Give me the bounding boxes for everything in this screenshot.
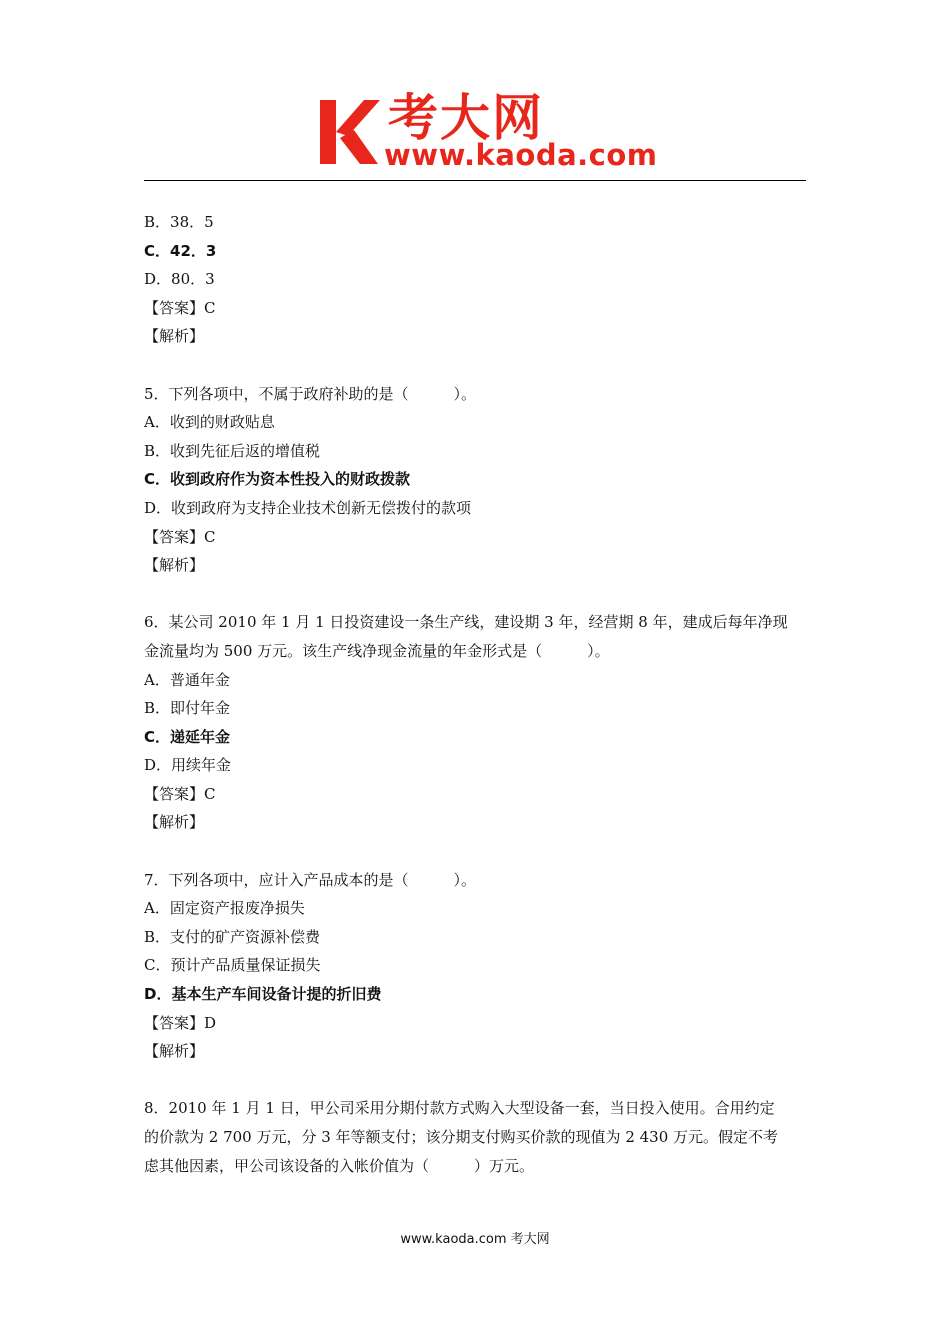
text-line: 【答案】D	[144, 1013, 217, 1032]
text-line: 【解析】	[144, 327, 205, 346]
correct-option-line: D．基本生产车间设备计提的折旧费	[144, 985, 382, 1004]
text-line: 8．2010 年 1 月 1 日，甲公司采用分期付款方式购入大型设备一套，当日投入使用。合用约定	[144, 1099, 775, 1118]
text-line: 【解析】	[144, 556, 205, 575]
text-line: 金流量均为 500 万元。该生产线净现金流量的年金形式是（ ）。	[144, 641, 610, 660]
page-footer: www.kaoda.com 考大网	[400, 1232, 550, 1247]
question-content	[144, 208, 809, 1180]
text-line: B．即付年金	[144, 699, 231, 718]
text-line: 【答案】C	[144, 527, 216, 546]
text-line: A．收到的财政贴息	[144, 413, 275, 432]
text-line: 6．某公司 2010 年 1 月 1 日投资建设一条生产线，建设期 3 年，经营期 8 年，建成后每年净现	[144, 613, 788, 632]
blank-line	[144, 580, 809, 609]
text-line: C．预计产品质量保证损失	[144, 956, 321, 975]
correct-option-line: C．收到政府作为资本性投入的财政拨款	[144, 470, 411, 489]
text-line: B．收到先征后返的增值税	[144, 441, 321, 460]
correct-option-line: C．42．3	[144, 241, 217, 260]
blank-line	[144, 837, 809, 866]
text-line: 虑其他因素，甲公司该设备的入帐价值为（ ）万元。	[144, 1156, 535, 1175]
text-line: 5．下列各项中，不属于政府补助的是（ ）。	[144, 384, 477, 403]
k-logo-icon	[318, 98, 380, 166]
text-line: 【解析】	[144, 1042, 205, 1061]
text-line: 【答案】C	[144, 298, 216, 317]
text-line: D．用续年金	[144, 756, 232, 775]
blank-line	[144, 351, 809, 380]
blank-line	[144, 1066, 809, 1095]
text-line: D．80．3	[144, 270, 215, 289]
logo-chinese-text: 考大网	[388, 89, 544, 147]
text-line: A．固定资产报废净损失	[144, 899, 305, 918]
logo-url-text: www.kaoda.com	[384, 138, 658, 172]
text-line: B．支付的矿产资源补偿费	[144, 927, 321, 946]
text-line: D．收到政府为支持企业技术创新无偿拨付的款项	[144, 498, 472, 517]
text-line: 7．下列各项中，应计入产品成本的是（ ）。	[144, 870, 477, 889]
text-line: 【答案】C	[144, 784, 216, 803]
correct-option-line: C．递延年金	[144, 727, 231, 746]
text-line: 的价款为 2 700 万元，分 3 年等额支付；该分期支付购买价款的现值为 2 430 万元。假定不考	[144, 1128, 779, 1146]
kaoda-logo[interactable]	[318, 89, 658, 174]
header-divider	[144, 180, 806, 181]
text-line: A．普通年金	[144, 670, 230, 689]
text-line: B．38．5	[144, 213, 214, 231]
text-line: 【解析】	[144, 813, 205, 832]
